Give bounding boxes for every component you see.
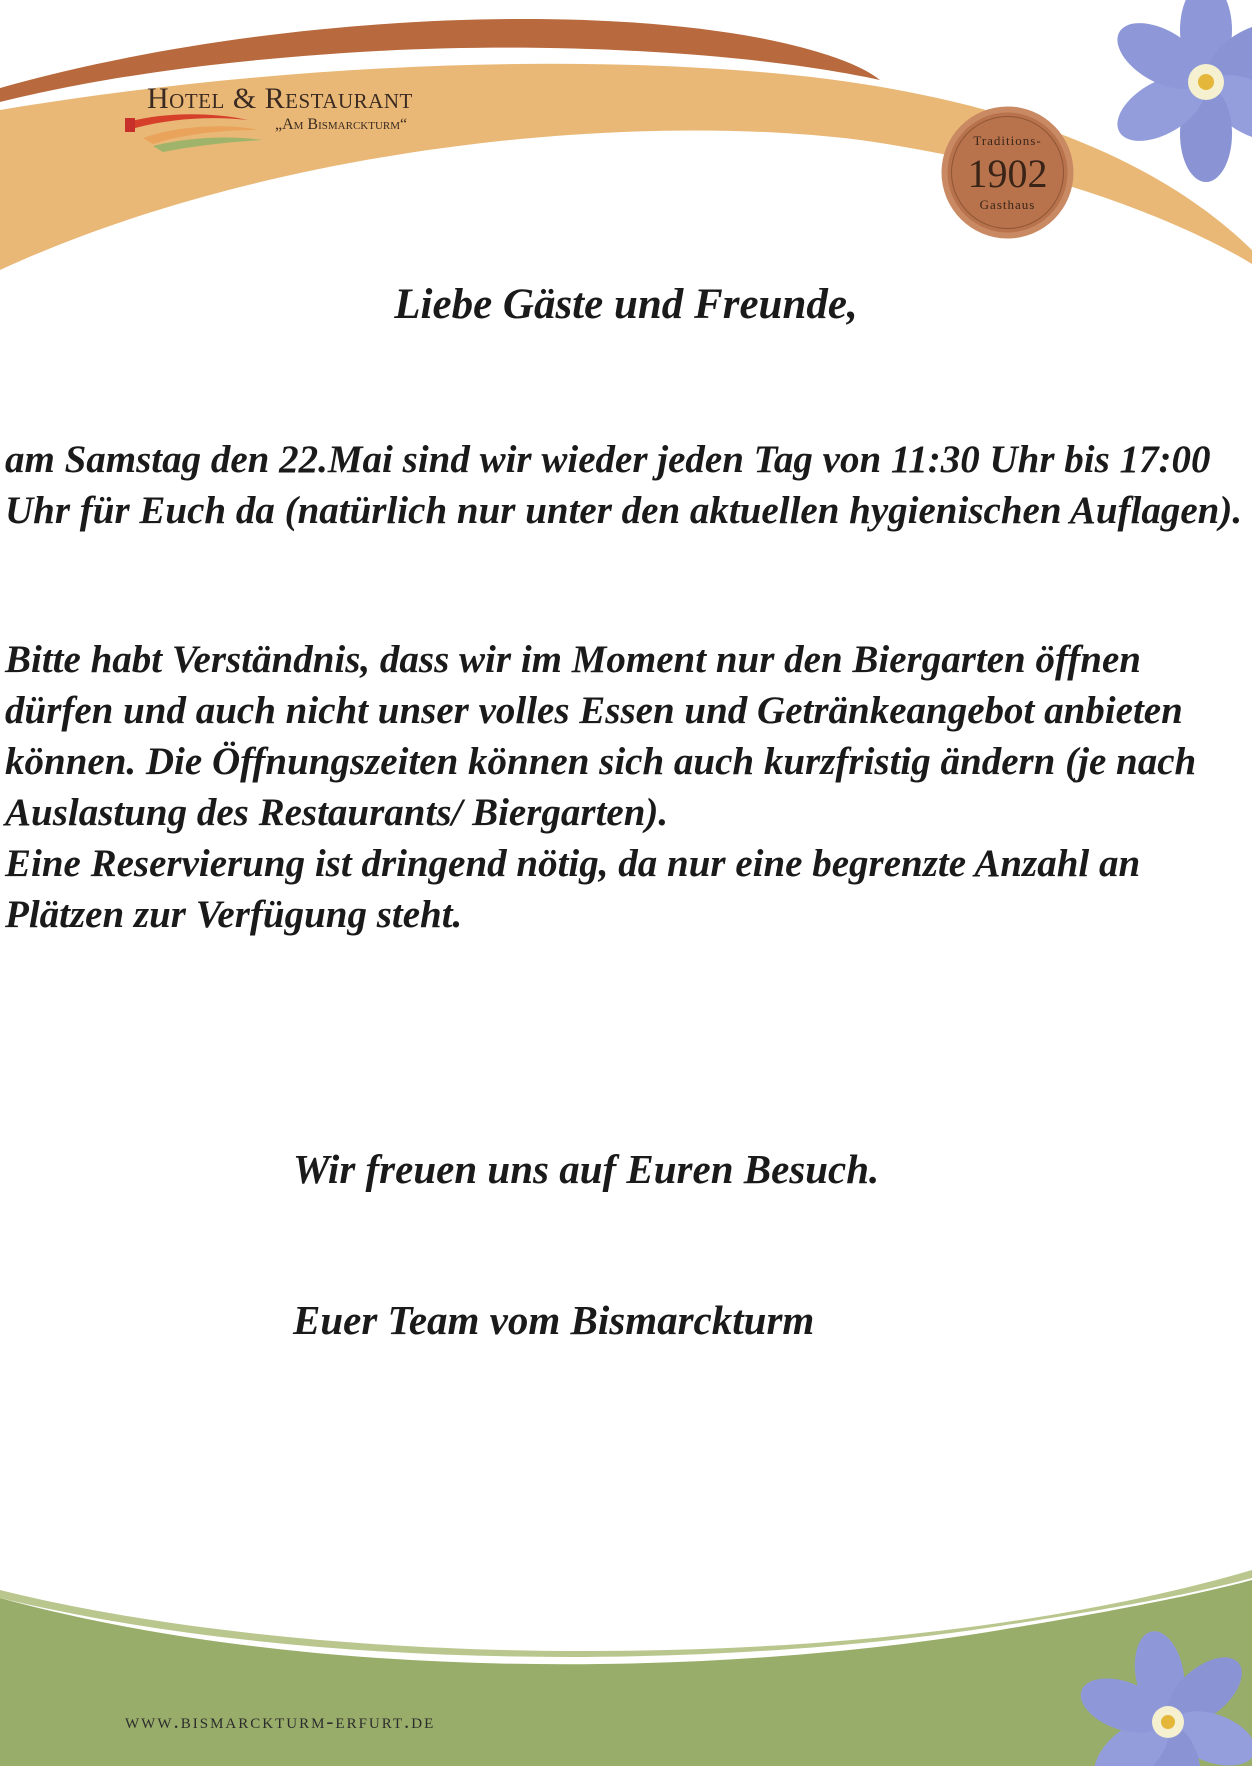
signature: Euer Team vom Bismarckturm [293,1297,815,1343]
logo-subtitle: „Am Bismarckturm“ [275,116,408,133]
closing-line: Wir freuen uns auf Euren Besuch. [293,1146,880,1192]
logo-title: Hotel & Restaurant [147,82,413,115]
paragraph-opening-hours: am Samstag den 22.Mai sind wir wieder jeden Tag von 11:30 Uhr bis 17:00 Uhr für Euch da (natürlich nur unter den aktuellen hygienischen Auflagen). [5,438,1243,532]
greeting: Liebe Gäste und Freunde, [394,281,858,328]
seal-top-text: Traditions- [973,133,1042,148]
seal-year: 1902 [967,151,1048,196]
seal-bottom-text: Gasthaus [979,197,1036,212]
flower-bottom-right [0,1600,1252,1766]
website-url[interactable]: www.bismarckturm-erfurt.de [125,1709,436,1733]
paragraph-notice: Bitte habt Verständnis, dass wir im Moment nur den Biergarten öffnen dürfen und auch nicht unser volles Essen und Getränkeangebot anbieten können. Die Öffnungszeiten können sich auch kurzfristig ändern (je nach Auslastung des Restaurants/ Biergarten). Eine Reservierung ist dringend nötig, da nur eine begrenzte Anzahl an Plätzen zur Verfügung steht. [5,638,1197,936]
hotel-logo [125,80,485,150]
seal-text [940,105,1075,240]
